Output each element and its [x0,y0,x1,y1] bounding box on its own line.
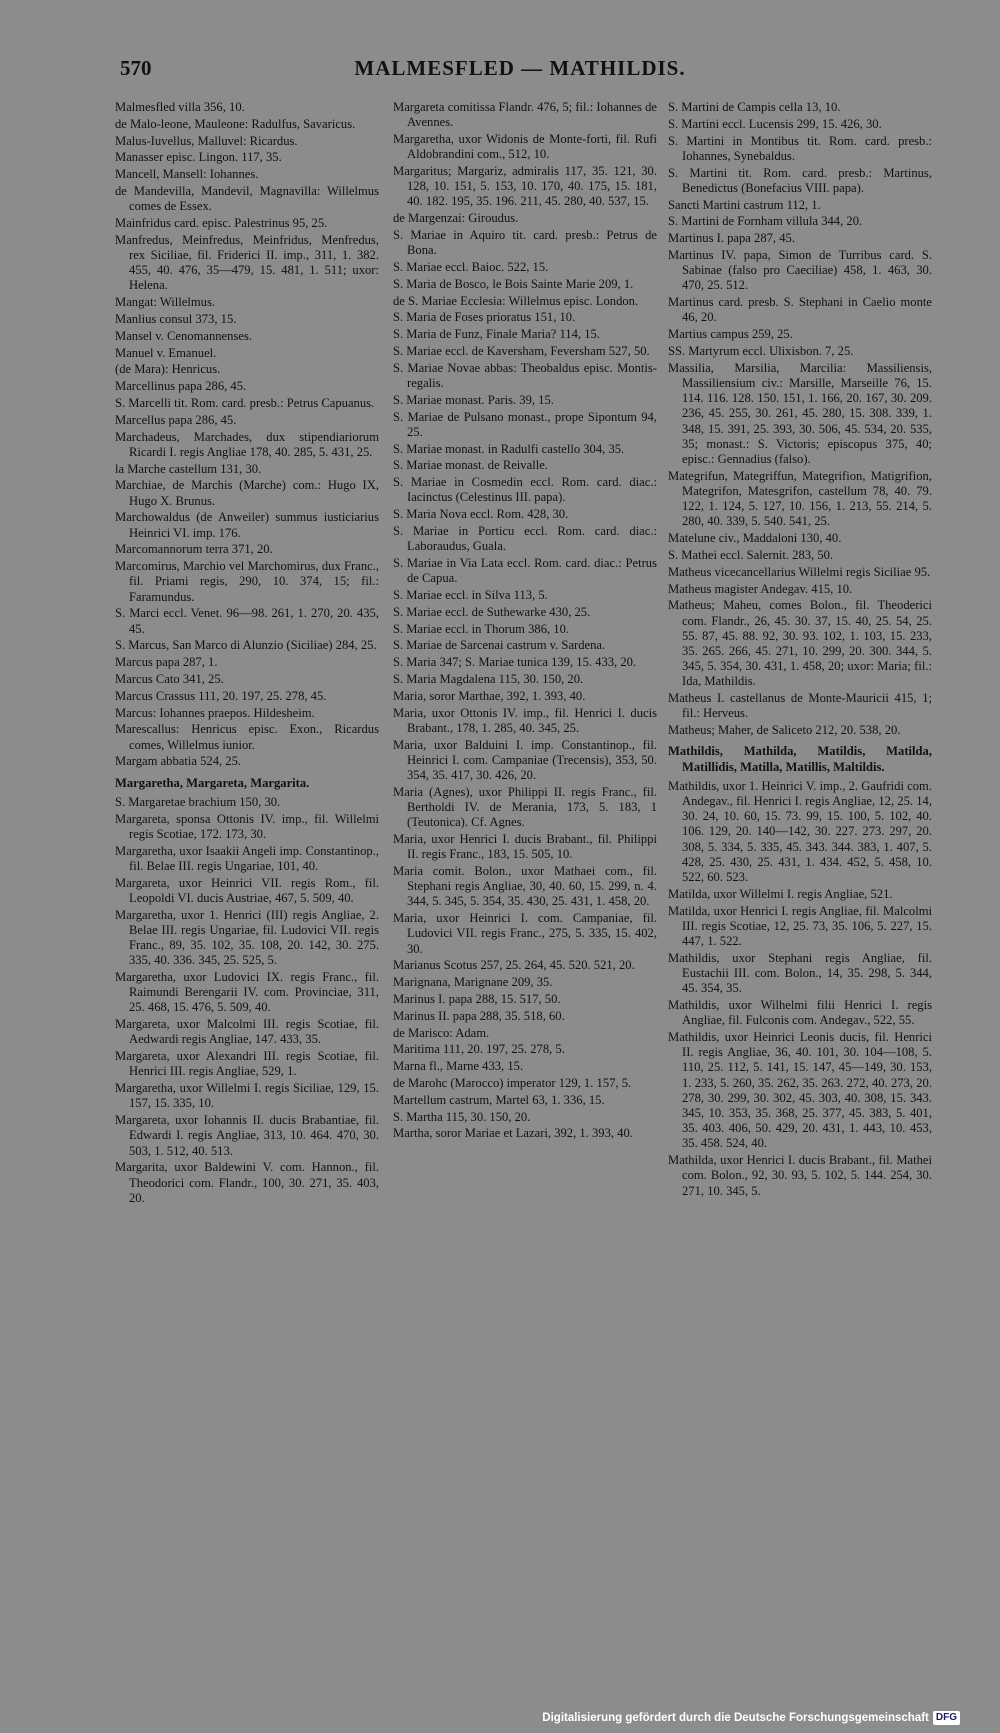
index-entry: Matilda, uxor Henrici I. regis Angliae, fil. Malcolmi III. regis Scotiae, 12, 25. 73, 35. 106, 5. 227, 15. 447, 1. 522. [668,903,932,949]
index-entry: Mancell, Mansell: Iohannes. [115,167,259,182]
index-entry: Manuel v. Emanuel. [115,345,217,360]
index-entry: S. Maria Magdalena 115, 30. 150, 20. [393,671,584,686]
index-entry: S. Mariae eccl. de Suthewarke 430, 25. [393,604,591,619]
index-entry: S. Martini tit. Rom. card. presb.: Martinus, Benedictus (Bonefacius VIII. papa). [668,165,932,195]
index-entry: Margarita, uxor Baldewini V. com. Hannon., fil. Theodorici com. Flandr., 100, 30. 271, 35. 403, 20. [115,1160,379,1205]
index-entry: S. Maria de Foses prioratus 151, 10. [393,310,576,325]
index-entry: Marchowaldus (de Anweiler) summus iusticiarius Heinrici VI. imp. 176. [115,510,379,540]
index-entry: Martinus I. papa 287, 45. [668,231,795,246]
index-entry: S. Martini in Montibus tit. Rom. card. presb.: Iohannes, Synebaldus. [668,133,932,163]
index-entry: de Mandevilla, Mandevil, Magnavilla: Willelmus comes de Essex. [115,183,379,214]
index-entry: Maria, uxor Balduini I. imp. Constantinop., fil. Heinrici I. com. Campaniae (Trecensis), 353, 50. 354, 35. 417, 30. 426, 20. [393,737,657,782]
index-entry: S. Mariae eccl. in Silva 113, 5. [393,587,548,602]
index-entry: S. Mariae in Cosmedin eccl. Rom. card. diac.: Iacinctus (Celestinus III. papa). [393,475,657,505]
index-entry: S. Mariae monast. in Radulfi castello 304, 35. [393,441,625,456]
index-entry: S. Maria 347; S. Mariae tunica 139, 15. 433, 20. [393,655,637,670]
index-entry: Mansel v. Cenomannenses. [115,328,252,343]
index-entry: Margareta, uxor Alexandri III. regis Scotiae, fil. Henrici III. regis Angliae, 529, 1. [115,1049,379,1079]
index-entry: S. Mariae in Porticu eccl. Rom. card. diac.: Laboraudus, Guala. [393,523,657,554]
running-title: MALMESFLED — MATHILDIS. [354,56,686,80]
index-entry: Matheus magister Andegav. 415, 10. [668,581,853,596]
index-entry: Manlius consul 373, 15. [115,311,237,326]
index-entry: S. Martha 115, 30. 150, 20. [393,1109,531,1124]
index-entry: S. Maria Nova eccl. Rom. 428, 30. [393,507,569,522]
index-column-2 [393,100,657,1143]
index-entry: Mainfridus card. episc. Palestrinus 95, 25. [115,215,328,230]
index-entry: Manfredus, Meinfredus, Meinfridus, Menfredus, rex Siciliae, fil. Friderici II. imp., 311, 1. 382. 455, 40. 476, 35—479, 15. 481, 1. 511; uxor: Helena. [115,232,379,293]
index-entry: Marcus papa 287, 1. [115,655,218,670]
index-entry: S. Mathei eccl. Salernit. 283, 50. [668,548,834,562]
index-entry: Manasser episc. Lingon. 117, 35. [115,150,282,165]
index-entry: S. Marcus, San Marco di Alunzio (Siciliae) 284, 25. [115,638,377,653]
index-entry: (de Mara): Henricus. [115,362,221,377]
index-entry: de Margenzai: Giroudus. [393,211,519,226]
index-entry: Marcellinus papa 286, 45. [115,379,247,394]
index-entry: Marcomannorum terra 371, 20. [115,542,273,557]
index-entry: Maria, uxor Ottonis IV. imp., fil. Henrici I. ducis Brabant., 178, 1. 285, 40. 345, 25. [393,705,657,735]
index-entry: Maria (Agnes), uxor Philippi II. regis Franc., fil. Bertholdi IV. de Merania, 173, 5. 183, 1 (Teutonica). Cf. Agnes. [393,784,657,830]
section-heading: Margaretha, Margareta, Margarita. [115,775,310,790]
index-entry: S. Mariae Novae abbas: Theobaldus episc. Montis-regalis. [393,360,657,390]
dfg-logo-icon: DFG [933,1711,960,1725]
index-entry: Martha, soror Mariae et Lazari, 392, 1. 393, 40. [393,1126,633,1141]
index-entry: S. Mariae de Sarcenai castrum v. Sardena. [393,638,606,653]
index-entry: Mategrifun, Mategriffun, Mategrifion, Matigrifion, Mategrifon, Matesgrifon, castellum 78, 40. 79. 122, 1. 124, 5. 127, 10. 156, 1. 213, 55. 214, 5. 280, 40. 339, 5. 540. 541, 25. [668,468,932,529]
index-entry: la Marche castellum 131, 30. [115,461,262,476]
index-entry: S. Mariae eccl. Baioc. 522, 15. [393,260,549,274]
index-entry: S. Mariae eccl. in Thorum 386, 10. [393,621,570,636]
index-entry: S. Mariae in Aquiro tit. card. presb.: Petrus de Bona. [393,228,657,258]
index-column-1 [115,100,379,1208]
index-entry: Marescallus: Henricus episc. Exon., Ricardus comes, Willelmus iunior. [115,722,379,752]
index-entry: Marinus II. papa 288, 35. 518, 60. [393,1008,565,1023]
index-entry: Massilia, Marsilia, Marcilia: Massiliensis, Massiliensium civ.: Marsille, Marseille 76, 15. 114. 116. 128. 150. 151, 1. 166, 20. 167, 30. 209. 236, 45. 255, 30. 261, 45. 280, 15. 308. 339, 1. 348, 15. 391, 25. 393, 30. 506, 45. 534, 20. 535, 35; monast.: S. Victoris; episcopus 375, 40; episc.: Gennadius (falso). [668,360,932,466]
index-entry: Maria, soror Marthae, 392, 1. 393, 40. [393,688,586,703]
index-entry: Mathildis, uxor 1. Heinrici V. imp., 2. Gaufridi com. Andegav., fil. Henrici I. regis Angliae, 12, 25. 14, 30. 24, 10. 60, 15. 73. 99, 15. 100, 5. 102, 40. 106. 129, 20. 140—142, 30. 227. 273. 297, 20. 308, 5. 334, 5. 335, 45. 343. 344. 383, 1. 407, 5. 428, 25. 430, 25. 431, 1. 434. 452, 5. 458, 10. 522, 60. 523. [668,778,932,885]
index-entry: Matheus; Maher, de Saliceto 212, 20. 538, 20. [668,723,901,738]
index-entry: Margaretha, uxor Willelmi I. regis Siciliae, 129, 15. 157, 15. 335, 10. [115,1081,379,1111]
index-entry: Marchiae, de Marchis (Marche) com.: Hugo IX, Hugo X. Brunus. [115,478,379,508]
index-entry: Mathilda, uxor Henrici I. ducis Brabant., fil. Mathei com. Bolon., 92, 30. 93, 5. 102, 5. 144. 254, 30. 271, 10. 345, 5. [668,1153,932,1198]
index-entry: S. Marcelli tit. Rom. card. presb.: Petrus Capuanus. [115,395,375,410]
index-entry: Mathildis, uxor Heinrici Leonis ducis, fil. Henrici II. regis Angliae, 36, 40. 101, 30. 104—108, 5. 110, 25. 112, 5. 141, 15. 147, 45—149, 30. 153, 1. 233, 5. 260, 35. 262, 35. 263. 272, 40. 273, 20. 278, 30. 299, 30. 302, 45. 303, 40. 308, 15. 343. 345, 10. 353, 35. 368, 25. 377, 45. 383, 5. 401, 35. 403. 406, 50. 429, 20. 431, 1. 443, 10. 453, 35. 458. 524, 40. [668,1030,932,1151]
index-entry: de Malo-leone, Mauleone: Radulfus, Savaricus. [115,116,356,131]
index-entry: Malmesfled villa 356, 10. [115,100,245,114]
index-entry: S. Mariae eccl. de Kaversham, Feversham 527, 50. [393,343,650,358]
index-entry: Maria comit. Bolon., uxor Mathaei com., fil. Stephani regis Angliae, 30, 40. 60, 15. 299, n. 4. 344, 5. 345, 5. 354, 35. 430, 25. 431, 1. 458, 20. [393,863,657,909]
index-entry: Matheus; Maheu, comes Bolon., fil. Theoderici com. Flandr., 26, 45. 30. 37, 15. 40, 25. 54, 25. 55. 87, 45. 88. 92, 30. 93. 102, 1. 103, 15. 233, 35. 265. 266, 45. 271, 10. 299, 20. 300. 344, 5. 345, 5. 354, 30. 431, 1. 458, 20; uxor: Maria; fil.: Ida, Mathildis. [668,598,932,689]
index-entry: Marcomirus, Marchio vel Marchomirus, dux Franc., fil. Priami regis, 290, 10. 374, 15; fil.: Faramundus. [115,559,379,604]
index-entry: de Marohc (Marocco) imperator 129, 1. 157, 5. [393,1075,632,1090]
index-entry: Margareta, sponsa Ottonis IV. imp., fil. Willelmi regis Scotiae, 172. 173, 30. [115,811,379,841]
footer-text: Digitalisierung gefördert durch die Deutsche Forschungsgemeinschaft [542,1712,929,1724]
page-number: 570 [120,56,152,80]
index-entry: Mangat: Willelmus. [115,295,215,310]
index-entry: S. Mariae in Via Lata eccl. Rom. card. diac.: Petrus de Capua. [393,555,657,586]
index-entry: Maritima 111, 20. 197, 25. 278, 5. [393,1042,565,1057]
index-entry: Margareta, uxor Malcolmi III. regis Scotiae, fil. Aedwardi regis Angliae, 147. 433, 35. [115,1017,379,1047]
index-entry: Maria, uxor Heinrici I. com. Campaniae, fil. Ludovici VII. regis Franc., 275, 5. 335, 15. 402, 30. [393,911,657,956]
index-entry: Matheus I. castellanus de Monte-Mauricii 415, 1; fil.: Herveus. [668,691,932,721]
index-entry: de S. Mariae Ecclesia: Willelmus episc. London. [393,293,639,308]
index-entry: Mathildis, uxor Stephani regis Angliae, fil. Eustachii III. com. Bolon., 14, 35. 298, 5. 344, 45. 354, 35. [668,950,932,996]
index-entry: Martinus card. presb. S. Stephani in Caelio monte 46, 20. [668,295,932,325]
index-entry: Marinus I. papa 288, 15. 517, 50. [393,991,561,1006]
index-entry: Margaretha, uxor 1. Henrici (III) regis Angliae, 2. Belae III. regis Ungariae, fil. Ludovici VII. regis Franc., 89, 35. 102, 35. 108, 20. 142, 30. 275. 335, 40. 336. 345, 25. 525, 5. [115,907,379,968]
index-entry: Martius campus 259, 25. [668,327,793,342]
index-entry: Marignana, Marignane 209, 35. [393,975,553,990]
index-entry: S. Mariae monast. de Reivalle. [393,458,548,473]
index-entry: Margam abbatia 524, 25. [115,754,242,769]
index-entry: Mathildis, uxor Wilhelmi filii Henrici I. regis Angliae, fil. Fulconis com. Andegav., 522, 55. [668,998,932,1028]
index-column-3 [668,100,932,1200]
index-entry: Marcus: Iohannes praepos. Hildesheim. [115,705,315,720]
section-heading: Mathildis, Mathilda, Matildis, Matilda, Matillidis, Matilla, Matillis, Maltildis. [668,744,932,774]
index-entry: S. Mariae monast. Paris. 39, 15. [393,392,554,407]
index-entry: S. Martini eccl. Lucensis 299, 15. 426, 30. [668,116,882,131]
index-entry: S. Marci eccl. Venet. 96—98. 261, 1. 270, 20. 435, 45. [115,606,379,636]
index-entry: de Marisco: Adam. [393,1025,490,1040]
index-entry: Marcus Crassus 111, 20. 197, 25. 278, 45. [115,688,327,703]
index-entry: Sancti Martini castrum 112, 1. [668,197,821,212]
index-entry: S. Maria de Bosco, le Bois Sainte Marie 209, 1. [393,276,634,291]
index-entry: Marianus Scotus 257, 25. 264, 45. 520. 521, 20. [393,958,635,973]
index-entry: Matelune civ., Maddaloni 130, 40. [668,531,842,546]
index-entry: S. Martini de Campis cella 13, 10. [668,100,841,114]
index-entry: SS. Martyrum eccl. Ulixisbon. 7, 25. [668,343,854,358]
index-entry: Marcellus papa 286, 45. [115,412,237,427]
index-entry: Marchadeus, Marchades, dux stipendiariorum Ricardi I. regis Angliae 178, 40. 285, 5. 431, 25. [115,429,379,459]
index-entry: S. Martini de Fornham villula 344, 20. [668,214,863,229]
index-entry: Matheus vicecancellarius Willelmi regis Siciliae 95. [668,564,931,579]
index-entry: Martinus IV. papa, Simon de Turribus card. S. Sabinae (falso pro Caeciliae) 458, 1. 463, 30. 470, 25. 512. [668,247,932,293]
index-entry: Margareta, uxor Heinrici VII. regis Rom., fil. Leopoldi VI. ducis Austriae, 467, 5. 509, 40. [115,875,379,905]
index-entry: Margaretha, uxor Widonis de Monte-forti, fil. Rufi Aldobrandini com., 512, 10. [393,132,657,162]
index-entry: S. Margaretae brachium 150, 30. [115,794,281,809]
index-entry: Margaretha, uxor Ludovici IX. regis Franc., fil. Raimundi Berengarii IV. com. Provinciae, 311, 25. 468, 15. 476, 5. 509, 40. [115,969,379,1015]
index-entry: Margareta comitissa Flandr. 476, 5; fil.: Iohannes de Avennes. [393,100,657,130]
index-entry: S. Mariae de Pulsano monast., prope Sipontum 94, 25. [393,409,657,439]
index-entry: Margaretha, uxor Isaakii Angeli imp. Constantinop., fil. Belae III. regis Ungariae, 101, 40. [115,843,379,873]
index-entry: Maria, uxor Henrici I. ducis Brabant., fil. Philippi II. regis Franc., 183, 15. 505, 10. [393,831,657,862]
index-entry: Matilda, uxor Willelmi I. regis Angliae, 521. [668,886,893,901]
index-entry: Malus-Iuvellus, Malluvel: Ricardus. [115,133,298,148]
digitization-footer [542,1711,960,1725]
index-entry: Margareta, uxor Iohannis II. ducis Brabantiae, fil. Edwardi I. regis Angliae, 313, 10. 464. 470, 30. 503, 1. 512, 40. 513. [115,1113,379,1158]
index-entry: Margaritus; Margariz, admiralis 117, 35. 121, 30. 128, 10. 151, 5. 153, 10. 170, 40. 175, 15. 181, 40. 182. 195, 35. 196. 211, 45. 280, 40. 537, 15. [393,164,657,209]
index-entry: Martellum castrum, Martel 63, 1. 336, 15. [393,1092,605,1107]
index-entry: Marcus Cato 341, 25. [115,671,224,686]
index-entry: S. Maria de Funz, Finale Maria? 114, 15. [393,327,600,342]
page-header [120,56,920,86]
index-entry: Marna fl., Marne 433, 15. [393,1059,524,1074]
